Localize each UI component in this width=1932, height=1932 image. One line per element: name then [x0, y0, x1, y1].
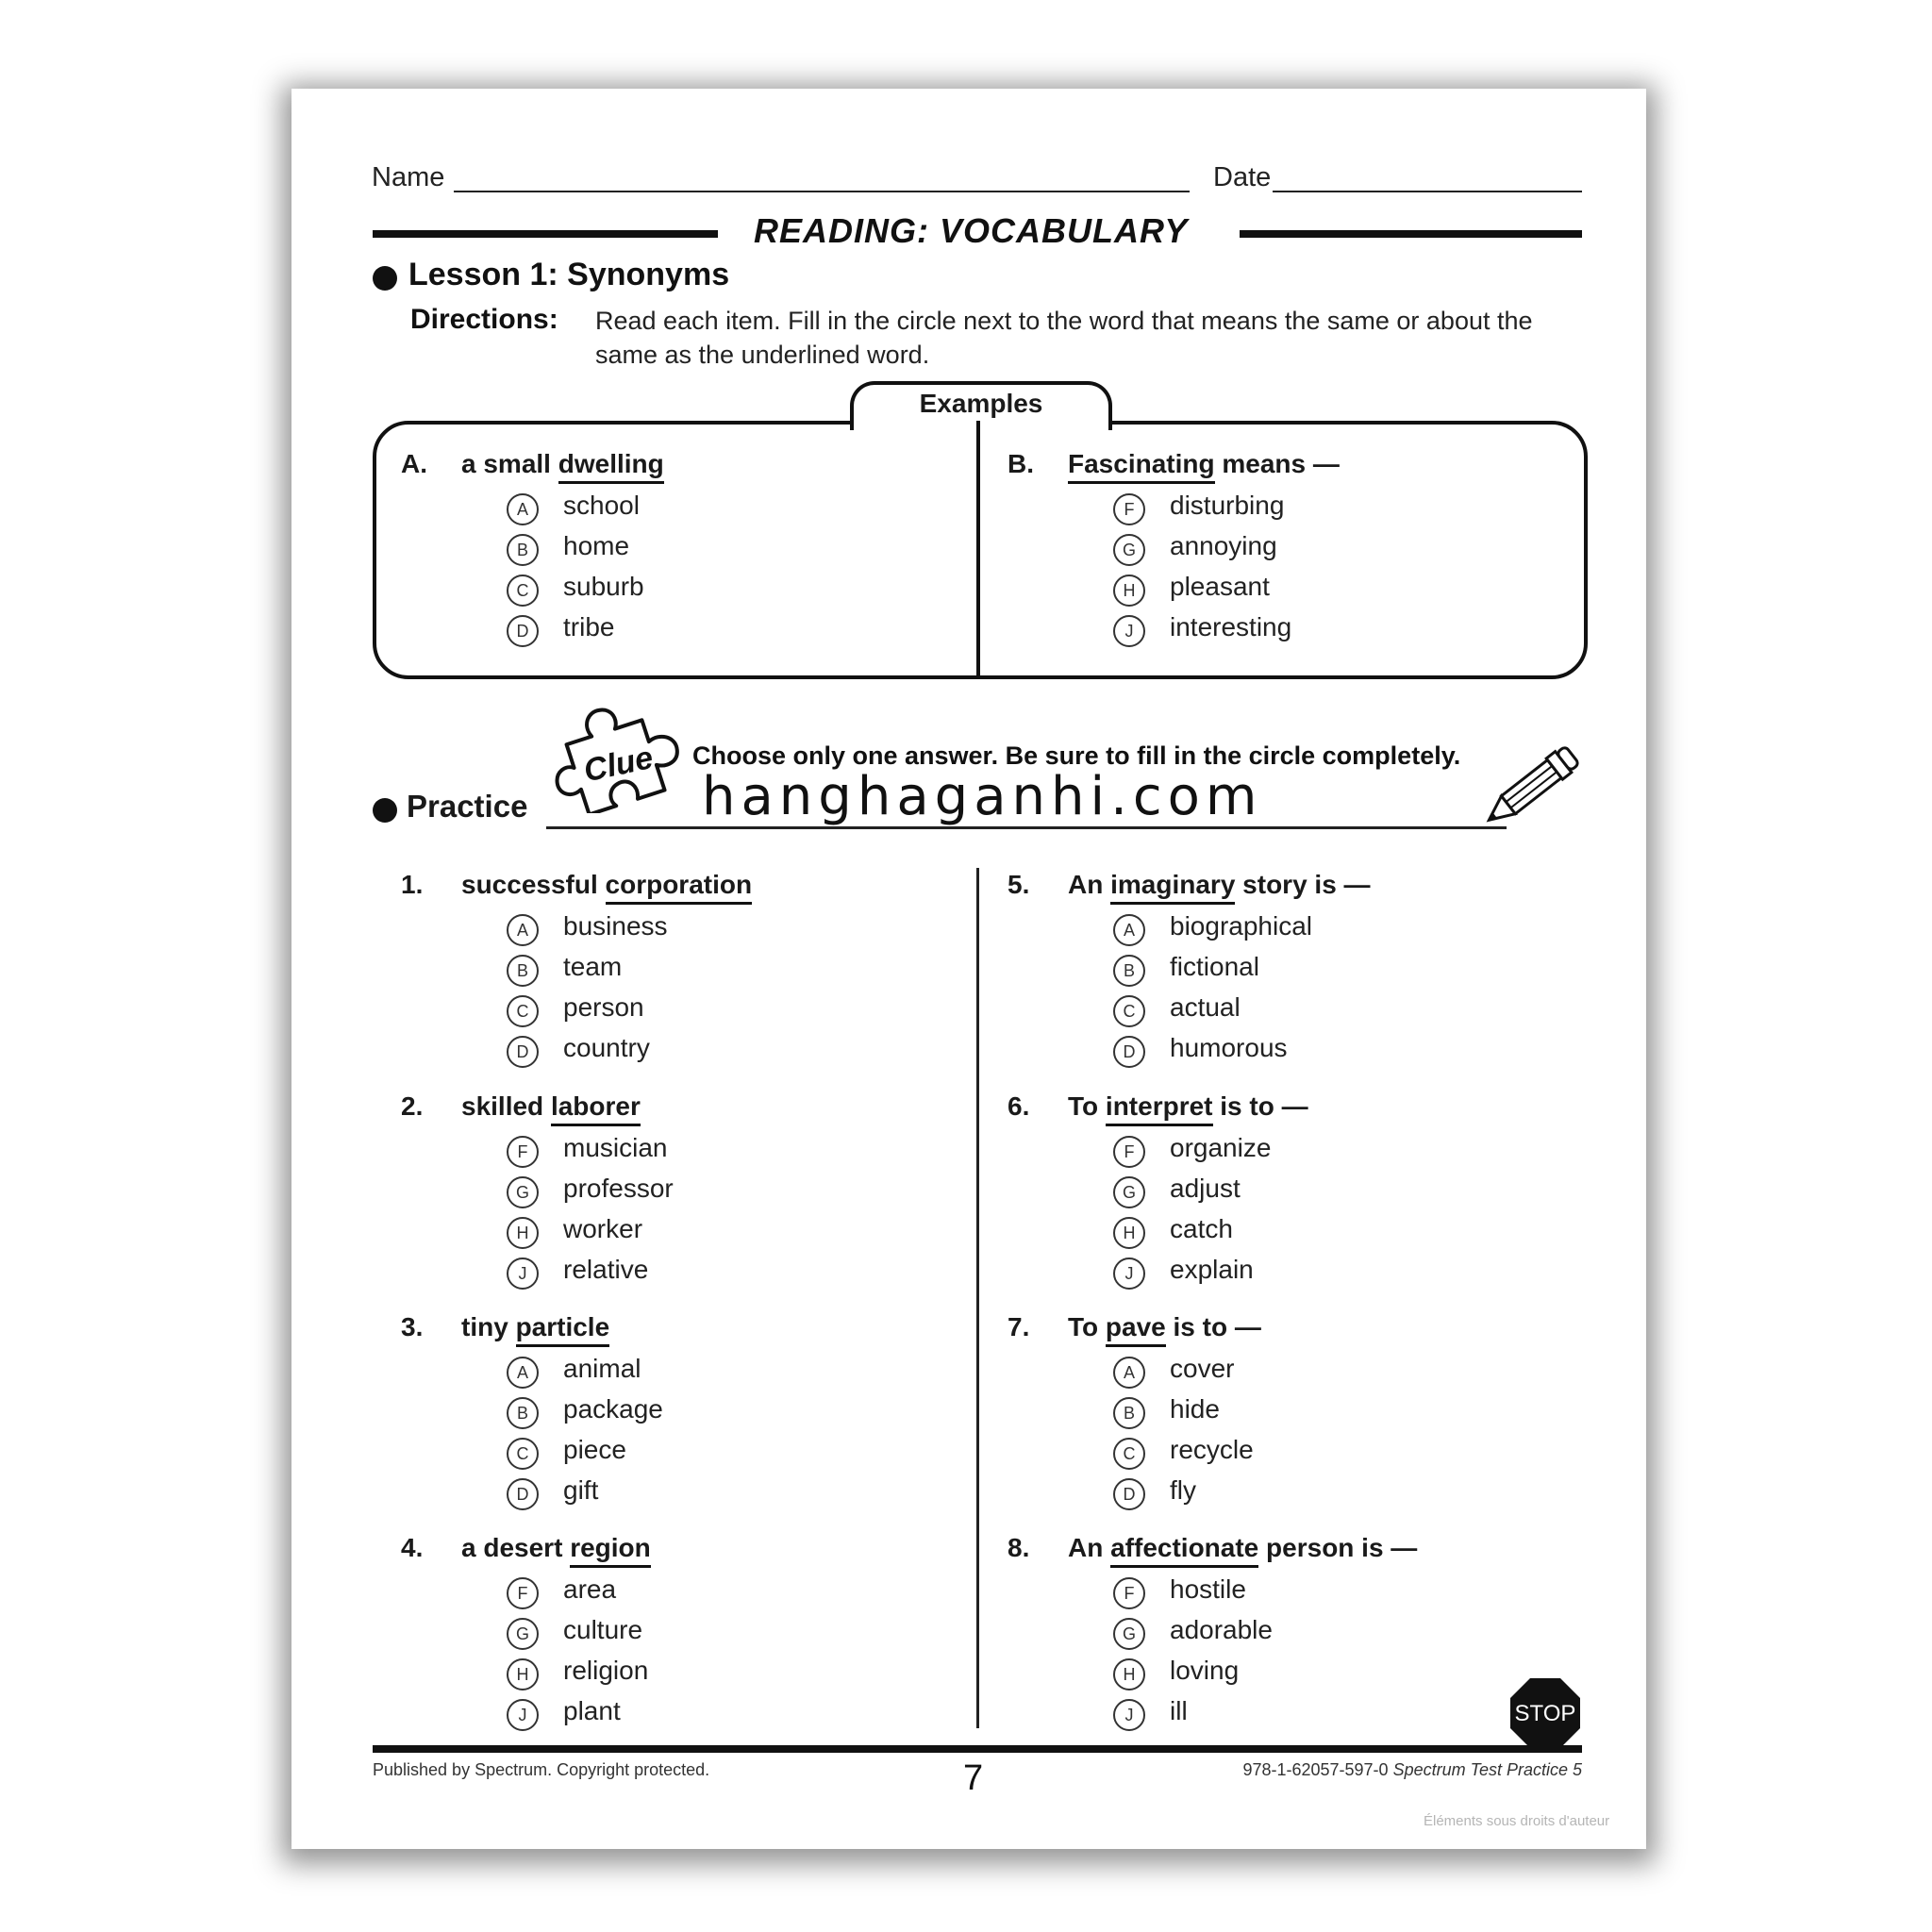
answer-bubble[interactable]: D	[507, 1478, 539, 1510]
underlined-word: particle	[516, 1312, 610, 1347]
stem-prefix: tiny	[461, 1312, 508, 1341]
answer-bubble[interactable]: B	[1113, 955, 1145, 987]
answer-bubble[interactable]: F	[507, 1577, 539, 1609]
answer-bubble[interactable]: C	[507, 995, 539, 1027]
date-label: Date	[1213, 162, 1272, 192]
answer-label: relative	[563, 1255, 649, 1284]
question-stem	[461, 449, 664, 479]
answer-bubble[interactable]: D	[507, 615, 539, 647]
answer-label: explain	[1170, 1255, 1254, 1284]
answer-label: disturbing	[1170, 491, 1285, 520]
answer-label: package	[563, 1394, 663, 1424]
answer-label: loving	[1170, 1656, 1240, 1685]
stem-prefix: a desert	[461, 1533, 563, 1562]
question-stem	[1068, 1533, 1417, 1563]
date-line	[1273, 191, 1582, 192]
answer-label: cover	[1170, 1354, 1235, 1383]
directions-text: Read each item. Fill in the circle next to the word that means the same or about the same as the underlined word.	[595, 307, 1533, 369]
stem-prefix: skilled	[461, 1091, 544, 1121]
answer-label: musician	[563, 1133, 668, 1162]
footer-publisher: Published by Spectrum. Copyright protected.	[373, 1760, 710, 1779]
answer-bubble[interactable]: B	[507, 955, 539, 987]
answer-label: pleasant	[1170, 572, 1270, 601]
answer-label: tribe	[563, 612, 615, 641]
answer-bubble[interactable]: F	[1113, 1577, 1145, 1609]
stop-sign-icon	[1509, 1677, 1581, 1749]
answer-label: actual	[1170, 992, 1241, 1022]
page-title: READING: VOCABULARY	[754, 211, 1189, 250]
answer-bubble[interactable]: H	[1113, 1658, 1145, 1690]
answer-bubble[interactable]: A	[507, 493, 539, 525]
stem-prefix: successful	[461, 870, 598, 899]
answer-bubble[interactable]: B	[507, 1397, 539, 1429]
answer-label: person	[563, 992, 644, 1022]
underlined-word: affectionate	[1110, 1533, 1258, 1568]
watermark-text: hanghaganhi.com	[702, 766, 1263, 827]
lesson-bullet-icon	[373, 266, 397, 291]
underlined-word: laborer	[551, 1091, 641, 1126]
underlined-word: interpret	[1106, 1091, 1213, 1126]
answer-bubble[interactable]: J	[507, 1257, 539, 1290]
answer-bubble[interactable]: F	[1113, 1136, 1145, 1168]
answer-label: catch	[1170, 1214, 1233, 1243]
answer-bubble[interactable]: A	[1113, 1357, 1145, 1389]
answer-label: recycle	[1170, 1435, 1254, 1464]
answer-label: team	[563, 952, 623, 981]
answer-label: interesting	[1170, 612, 1292, 641]
title-rule-left	[373, 230, 718, 238]
answer-label: hostile	[1170, 1574, 1246, 1604]
question-number: 8.	[1008, 1533, 1030, 1562]
answer-label: business	[563, 911, 668, 941]
title-rule-right	[1240, 230, 1582, 238]
answer-bubble[interactable]: F	[1113, 493, 1145, 525]
answer-label: area	[563, 1574, 617, 1604]
question-number: 2.	[401, 1091, 424, 1121]
answer-bubble[interactable]: D	[507, 1036, 539, 1068]
stop-sign-label: STOP	[1514, 1701, 1576, 1726]
clue-badge: Clue	[580, 739, 657, 790]
answer-label: plant	[563, 1696, 621, 1725]
question-stem	[461, 1312, 609, 1342]
answer-label: piece	[563, 1435, 626, 1464]
question-number: 5.	[1008, 870, 1030, 899]
question-number: 6.	[1008, 1091, 1030, 1121]
answer-label: adorable	[1170, 1615, 1273, 1644]
answer-bubble[interactable]: B	[1113, 1397, 1145, 1429]
answer-label: fly	[1170, 1475, 1196, 1505]
answer-label: biographical	[1170, 911, 1312, 941]
directions-label: Directions:	[410, 304, 558, 335]
footer-book-title: Spectrum Test Practice 5	[1392, 1760, 1582, 1779]
answer-bubble[interactable]: B	[507, 534, 539, 566]
answer-bubble[interactable]: H	[507, 1658, 539, 1690]
copyright-note: Éléments sous droits d'auteur	[1424, 1813, 1610, 1829]
answer-label: school	[563, 491, 640, 520]
answer-label: animal	[563, 1354, 641, 1383]
underlined-word: imaginary	[1110, 870, 1235, 905]
examples-divider	[976, 421, 980, 675]
answer-label: suburb	[563, 572, 644, 601]
answer-bubble[interactable]: H	[1113, 575, 1145, 607]
question-number: 3.	[401, 1312, 424, 1341]
answer-label: gift	[563, 1475, 599, 1505]
answer-label: home	[563, 531, 630, 560]
stem-suffix: is to —	[1173, 1312, 1261, 1341]
answer-bubble[interactable]: J	[1113, 1699, 1145, 1731]
answer-label: worker	[563, 1214, 643, 1243]
question-stem	[1068, 1091, 1308, 1122]
stem-suffix: story is —	[1242, 870, 1371, 899]
answer-label: fictional	[1170, 952, 1259, 981]
stem-suffix: means —	[1222, 449, 1340, 478]
footer-rule	[373, 1745, 1582, 1753]
answer-label: organize	[1170, 1133, 1272, 1162]
name-line	[454, 191, 1190, 192]
answer-bubble[interactable]: C	[507, 575, 539, 607]
footer-isbn: 978-1-62057-597-0	[1242, 1760, 1389, 1779]
question-number: 1.	[401, 870, 424, 899]
stem-suffix: is to —	[1220, 1091, 1308, 1121]
underlined-word: pave	[1106, 1312, 1166, 1347]
underlined-word: dwelling	[558, 449, 664, 484]
answer-bubble[interactable]: C	[1113, 1438, 1145, 1470]
answer-bubble[interactable]: F	[507, 1136, 539, 1168]
underlined-word: region	[570, 1533, 651, 1568]
answer-bubble[interactable]: C	[1113, 995, 1145, 1027]
answer-bubble[interactable]: D	[1113, 1036, 1145, 1068]
question-stem	[461, 1091, 641, 1122]
answer-bubble[interactable]: C	[507, 1438, 539, 1470]
answer-bubble[interactable]: H	[507, 1217, 539, 1249]
examples-tab-label: Examples	[919, 389, 1043, 418]
question-number: A.	[401, 449, 427, 478]
answer-bubble[interactable]: G	[1113, 1618, 1145, 1650]
stem-prefix: An	[1068, 870, 1104, 899]
clue-text: Choose only one answer. Be sure to fill in the circle completely.	[692, 741, 1461, 770]
question-number: 4.	[401, 1533, 424, 1562]
question-stem	[1068, 870, 1371, 900]
name-label: Name	[372, 162, 445, 192]
question-stem	[1068, 449, 1340, 479]
answer-bubble[interactable]: A	[1113, 914, 1145, 946]
answer-label: adjust	[1170, 1174, 1241, 1203]
answer-bubble[interactable]: G	[507, 1176, 539, 1208]
underlined-word: corporation	[606, 870, 753, 905]
answer-bubble[interactable]: D	[1113, 1478, 1145, 1510]
question-stem	[461, 1533, 651, 1563]
answer-bubble[interactable]: G	[1113, 1176, 1145, 1208]
practice-label: Practice	[407, 789, 528, 824]
page-number: 7	[963, 1758, 984, 1798]
answer-label: religion	[563, 1656, 649, 1685]
lesson-title: Lesson 1: Synonyms	[408, 257, 730, 292]
pencil-icon	[1471, 741, 1588, 836]
answer-bubble[interactable]: G	[507, 1618, 539, 1650]
worksheet-page	[291, 89, 1646, 1849]
answer-label: professor	[563, 1174, 674, 1203]
answer-bubble[interactable]: J	[1113, 615, 1145, 647]
answer-bubble[interactable]: J	[507, 1699, 539, 1731]
answer-bubble[interactable]: A	[507, 1357, 539, 1389]
answer-label: humorous	[1170, 1033, 1288, 1062]
stem-prefix: To	[1068, 1312, 1099, 1341]
answer-bubble[interactable]: A	[507, 914, 539, 946]
answer-label: annoying	[1170, 531, 1277, 560]
questions-column-divider	[976, 868, 979, 1728]
answer-label: hide	[1170, 1394, 1220, 1424]
question-stem	[461, 870, 752, 900]
stem-prefix: a small	[461, 449, 551, 478]
footer-book-info	[1242, 1760, 1582, 1780]
stem-prefix: An	[1068, 1533, 1104, 1562]
answer-label: culture	[563, 1615, 643, 1644]
answer-bubble[interactable]: J	[1113, 1257, 1145, 1290]
underlined-word: Fascinating	[1068, 449, 1215, 484]
clue-puzzle-icon	[544, 700, 686, 813]
stem-suffix: person is —	[1266, 1533, 1418, 1562]
examples-tab	[850, 381, 1112, 430]
answer-label: country	[563, 1033, 650, 1062]
stem-prefix: To	[1068, 1091, 1099, 1121]
practice-bullet-icon	[373, 798, 397, 823]
answer-bubble[interactable]: H	[1113, 1217, 1145, 1249]
answer-label: ill	[1170, 1696, 1188, 1725]
question-stem	[1068, 1312, 1261, 1342]
question-number: B.	[1008, 449, 1034, 478]
question-number: 7.	[1008, 1312, 1030, 1341]
answer-bubble[interactable]: G	[1113, 534, 1145, 566]
